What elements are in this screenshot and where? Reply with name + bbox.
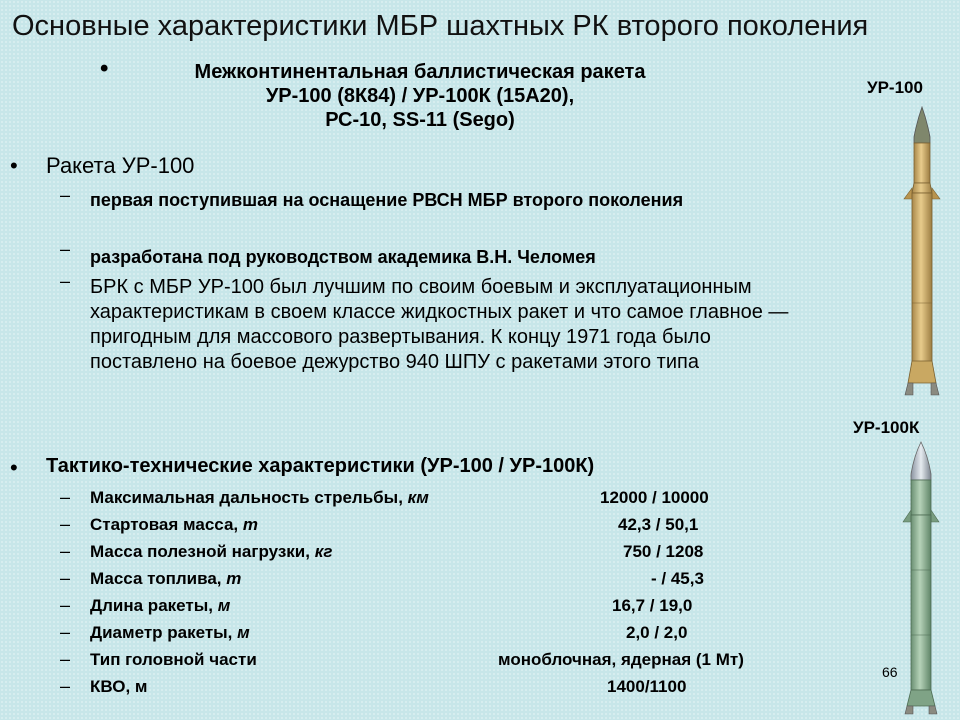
spec-value: 42,3 / 50,1	[618, 515, 699, 534]
dash-marker: –	[60, 487, 71, 507]
spec-value: моноблочная, ядерная (1 Мт)	[498, 650, 744, 669]
section-heading-ur100: Ракета УР-100	[46, 153, 195, 178]
page-number: 66	[882, 664, 898, 680]
rocket-label-ur100: УР-100	[867, 78, 923, 97]
spec-name: Масса полезной нагрузки, кг	[90, 542, 333, 561]
dash-marker: –	[60, 271, 71, 291]
dash-marker: –	[60, 514, 71, 534]
spec-value: 16,7 / 19,0	[612, 596, 693, 615]
spec-name: Длина ракеты, м	[90, 596, 231, 615]
dash-marker: –	[60, 676, 71, 696]
subheading-line-3: РС-10, SS-11 (Sego)	[325, 109, 515, 131]
dash-marker: –	[60, 622, 71, 642]
bullet-dot: •	[10, 455, 18, 480]
spec-value: 2,0 / 2,0	[626, 623, 688, 642]
subheading-line-1: Межконтинентальная баллистическая ракета	[194, 61, 646, 83]
list-item: первая поступившая на оснащение РВСН МБР второго поколения	[90, 190, 684, 210]
spec-name: КВО, м	[90, 677, 148, 696]
section-heading-specs: Тактико-технические характеристики (УР-100 / УР-100К)	[46, 455, 595, 477]
dash-marker: –	[60, 185, 71, 205]
list-item: БРК с МБР УР-100 был лучшим по своим боевым и эксплуатационным характеристикам в своем классе жидкостных ракет и что самое главное — пригодным для массового развертывания. К концу 1971 года было поставлено на боевое дежурство 940 ШПУ с ракетами этого типа	[90, 276, 789, 373]
bullet-dot: •	[10, 153, 18, 178]
dash-marker: –	[60, 568, 71, 588]
subheading-line-2: УР-100 (8К84) / УР-100К (15А20),	[265, 85, 575, 107]
dash-marker: –	[60, 595, 71, 615]
spec-value: - / 45,3	[651, 569, 704, 588]
spec-name: Диаметр ракеты, м	[90, 623, 250, 642]
bullet-dot: •	[100, 55, 109, 82]
spec-value: 750 / 1208	[623, 542, 704, 561]
spec-name: Тип головной части	[90, 650, 257, 669]
ur100-rocket-image	[895, 103, 955, 403]
spec-value: 1400/1100	[607, 677, 687, 696]
dash-marker: –	[60, 541, 71, 561]
spec-name: Стартовая масса, т	[90, 515, 258, 534]
rocket-label-ur100k: УР-100К	[853, 418, 920, 437]
spec-name: Максимальная дальность стрельбы, км	[90, 488, 429, 507]
spec-value: 12000 / 10000	[600, 488, 709, 507]
list-item: разработана под руководством академика В.Н. Челомея	[90, 247, 596, 267]
dash-marker: –	[60, 649, 71, 669]
slide-title: Основные характеристики МБР шахтных РК второго поколения	[12, 10, 869, 42]
dash-marker: –	[60, 239, 71, 259]
spec-name: Масса топлива, т	[90, 569, 242, 588]
ur100k-rocket-image	[895, 440, 955, 715]
subheading	[100, 60, 740, 132]
